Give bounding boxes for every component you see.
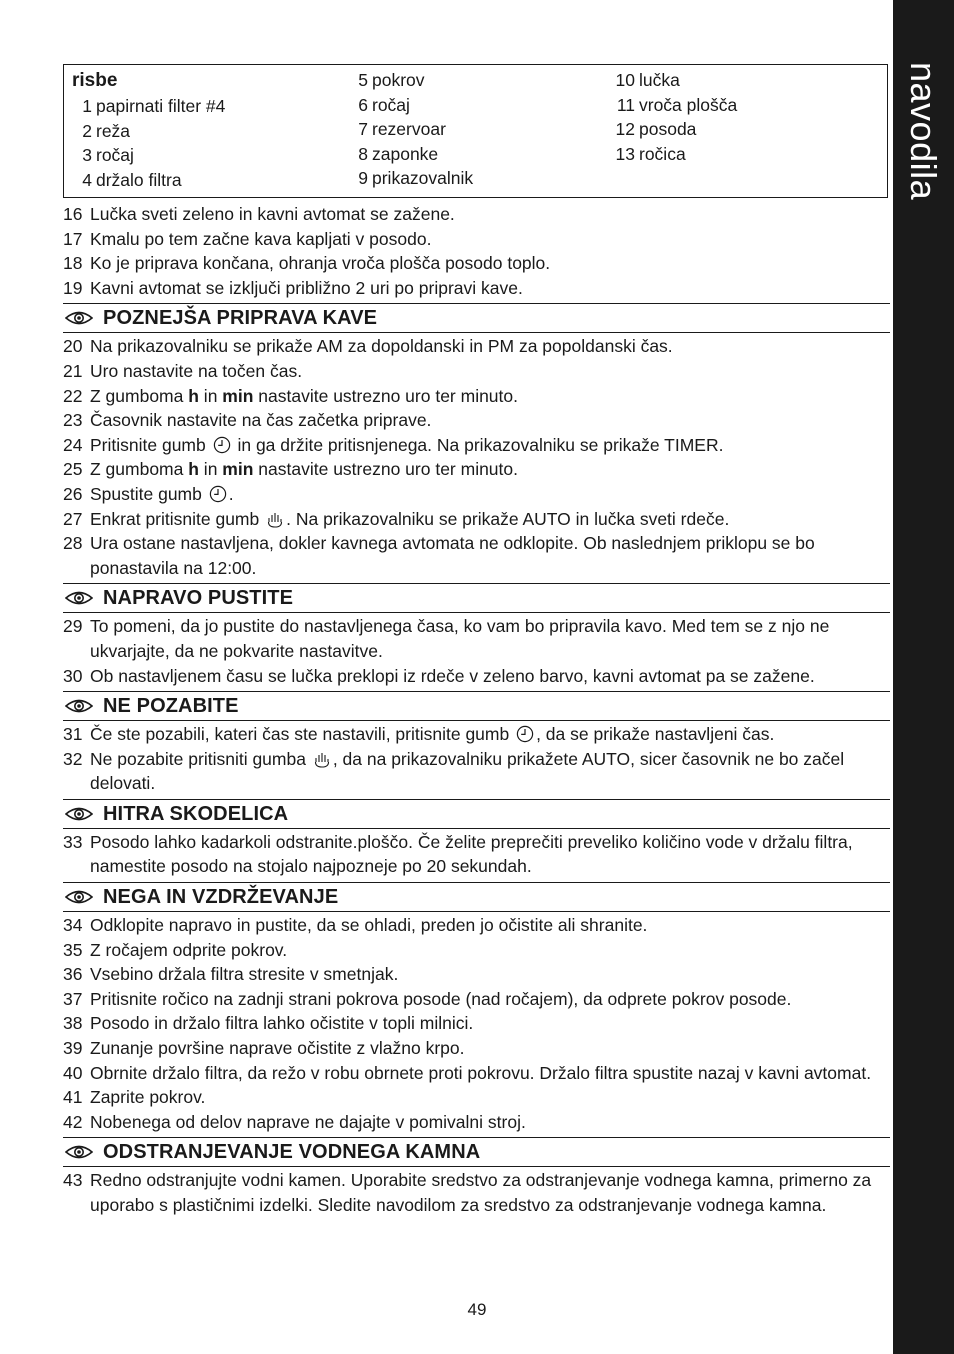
step: 21 Uro nastavite na točen čas. (63, 360, 303, 381)
step: 24 Pritisnite gumb in ga držite pritisnjenega. Na prikazovalniku se prikaže TIMER. (63, 434, 724, 455)
page-number: 49 (467, 1300, 487, 1319)
step: 31 Če ste pozabili, kateri čas ste nastavili, pritisnite gumb , da se prikaže nastavljeni čas. (63, 724, 775, 745)
legend-column-1 (72, 68, 225, 192)
step: 42 Nobenega od delov naprave ne dajajte v pomivalni stroj. (63, 1111, 526, 1132)
legend-item: 12 posoda (615, 119, 697, 140)
hand-press-icon (313, 750, 331, 768)
side-tab (893, 0, 954, 1354)
legend-column-3 (613, 68, 737, 166)
eye-icon (65, 698, 93, 714)
step: 41 Zaprite pokrov. (63, 1087, 206, 1108)
hand-press-icon (266, 510, 284, 528)
legend-item: 4 držalo filtra (82, 169, 182, 190)
step: 22 Z gumboma h in min nastavite ustrezno uro ter minuto. (63, 385, 518, 406)
step: 18 Ko je priprava končana, ohranja vroča plošča posodo toplo. (63, 253, 551, 274)
step: 35 Z ročajem odprite pokrov. (63, 939, 288, 960)
section-heading: ODSTRANJEVANJE VODNEGA KAMNA (63, 1137, 890, 1167)
clock-icon (516, 725, 534, 743)
eye-icon (65, 590, 93, 606)
legend-item: 6 ročaj (358, 94, 410, 115)
legend-item: 9 prikazovalnik (358, 168, 474, 189)
instructions (63, 202, 890, 1218)
legend-item: 3 ročaj (82, 145, 134, 166)
step: 23 Časovnik nastavite na čas začetka priprave. (63, 410, 432, 431)
step: 33 Posodo lahko kadarkoli odstranite.ploščo. Če želite preprečiti preveliko količino vode v držalu filtra, namestite posodo na stojalo najpozneje po 20 sekundah. (63, 831, 853, 877)
clock-icon (209, 485, 227, 503)
step: 39 Zunanje površine naprave očistite z vlažno krpo. (63, 1038, 465, 1059)
eye-icon (65, 310, 93, 326)
section-heading: NE POZABITE (63, 691, 890, 721)
step: 17 Kmalu po tem začne kava kapljati v posodo. (63, 228, 432, 249)
step: 19 Kavni avtomat se izključi približno 2 uri po pripravi kave. (63, 277, 523, 298)
side-tab-label: navodila (903, 62, 944, 201)
step: 37 Pritisnite ročico na zadnji strani pokrova posode (nad ročajem), da odprete pokrov posode. (63, 988, 792, 1009)
eye-icon (65, 806, 93, 822)
legend-item: 7 rezervoar (358, 119, 446, 140)
legend-item: 2 reža (82, 120, 131, 141)
legend-item: 13 ročica (615, 143, 686, 164)
section-heading: HITRA SKODELICA (63, 799, 890, 829)
step: 36 Vsebino držala filtra stresite v smetnjak. (63, 964, 399, 985)
step: 25 Z gumboma h in min nastavite ustrezno uro ter minuto. (63, 459, 518, 480)
parts-legend (63, 64, 888, 198)
eye-icon (65, 1144, 93, 1160)
step: 32 Ne pozabite pritisniti gumba , da na prikazovalniku prikažete AUTO, sicer časovnik ne bo začel delovati. (63, 748, 845, 794)
section-heading: POZNEJŠA PRIPRAVA KAVE (63, 303, 890, 333)
section-heading: NEGA IN VZDRŽEVANJE (63, 882, 890, 912)
step: 16 Lučka sveti zeleno in kavni avtomat se zažene. (63, 204, 455, 224)
step: 27 Enkrat pritisnite gumb . Na prikazovalniku se prikaže AUTO in lučka sveti rdeče. (63, 508, 730, 529)
legend-item: 10 lučka (615, 70, 680, 90)
legend-item: 8 zaponke (358, 143, 439, 164)
step: 20 Na prikazovalniku se prikaže AM za dopoldanski in PM za popoldanski čas. (63, 336, 673, 357)
legend-item: 11 vroča plošča (616, 94, 738, 115)
eye-icon (65, 889, 93, 905)
step: 29 To pomeni, da jo pustite do nastavljenega časa, ko vam bo pripravila kavo. Med tem se z njo ne ukvarjajte, da ne pokvarite nastavitve. (63, 616, 830, 661)
section-heading: NAPRAVO PUSTITE (63, 583, 890, 613)
step: 43 Redno odstranjujte vodni kamen. Uporabite sredstvo za odstranjevanje vodnega kamna, primerno za uporabo s plastičnimi izdelki. Sledite navodilom za sredstvo za odstranjevanje vodnega kamna. (63, 1170, 872, 1215)
step: 34 Odklopite napravo in pustite, da se ohladi, preden jo očistite ali shranite. (63, 915, 648, 936)
step: 38 Posodo in držalo filtra lahko očistite v topli milnici. (63, 1013, 474, 1034)
step: 26 Spustite gumb . (63, 483, 234, 504)
clock-icon (213, 436, 231, 454)
step: 28 Ura ostane nastavljena, dokler kavnega avtomata ne odklopite. Ob naslednjem priklopu se bo ponastavila na 12:00. (63, 533, 815, 578)
legend-column-2 (351, 68, 473, 191)
step: 40 Obrnite držalo filtra, da režo v robu obrnete proti pokrovu. Držalo filtra spustite nazaj v kavni avtomat. (63, 1062, 872, 1083)
legend-item: 5 pokrov (358, 70, 425, 90)
legend-title: risbe (72, 70, 118, 91)
legend-item: 1 papirnati filter #4 (82, 96, 226, 116)
step: 30 Ob nastavljenem času se lučka preklopi iz rdeče v zeleno barvo, kavni avtomat pa se zažene. (63, 665, 815, 686)
